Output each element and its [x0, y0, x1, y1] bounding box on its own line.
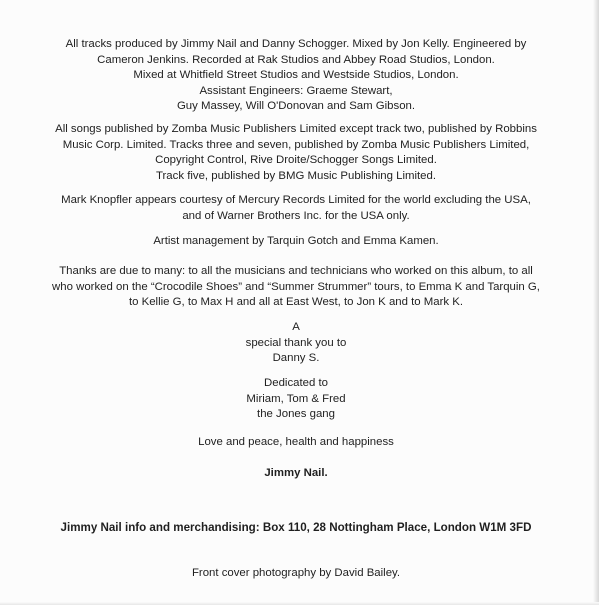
production-line: Assistant Engineers: Graeme Stewart,: [199, 84, 393, 97]
production-credits: [0, 37, 592, 115]
photo-credit-text: Front cover photography by David Bailey.: [191, 567, 401, 579]
production-line: Guy Massey, Will O'Donovan and Sam Gibson.: [176, 100, 416, 112]
signature-text: Jimmy Nail.: [264, 467, 328, 479]
dedication: [0, 376, 592, 423]
courtesy-credits: [0, 193, 592, 224]
dedication-line: Dedicated to: [264, 377, 328, 389]
page-edge-shadow: [593, 0, 599, 605]
dedication-line: Miriam, Tom & Fred: [246, 392, 346, 405]
thanks-line: to Kellie G, to Max H and all at East West, to Jon K and to Mark K.: [128, 296, 464, 308]
special-thanks: [0, 320, 592, 367]
special-thanks-line: special thank you to: [245, 336, 347, 349]
production-line: All tracks produced by Jimmy Nail and Danny Schogger. Mixed by Jon Kelly. Engineered by: [65, 38, 527, 50]
thanks-paragraph: [0, 264, 592, 311]
management-credit: [0, 234, 592, 250]
dedication-line: the Jones gang: [257, 408, 335, 420]
closing-message: [0, 435, 592, 451]
info-merchandising-text: Jimmy Nail info and merchandising: Box 110, 28 Nottingham Place, London W1M 3FD: [60, 521, 532, 534]
closing-line: Love and peace, health and happiness: [198, 436, 394, 448]
publishing-line: All songs published by Zomba Music Publishers Limited except track two, published by Robbins: [55, 123, 537, 135]
management-line: Artist management by Tarquin Gotch and Emma Kamen.: [153, 235, 439, 247]
publishing-line: Track five, published by BMG Music Publishing Limited.: [155, 169, 437, 182]
courtesy-line: and of Warner Brothers Inc. for the USA only.: [182, 209, 410, 222]
special-thanks-line: Danny S.: [272, 352, 320, 364]
publishing-credits: [0, 122, 592, 184]
signature: [0, 466, 592, 482]
photo-credit: [0, 566, 592, 582]
publishing-line: Music Corp. Limited. Tracks three and seven, published by Zomba Music Publishers Limited,: [62, 138, 530, 151]
production-line: Mixed at Whitfield Street Studios and Westside Studios, London.: [133, 69, 459, 81]
production-line: Cameron Jenkins. Recorded at Rak Studios and Abbey Road Studios, London.: [97, 53, 495, 66]
special-thanks-line: A: [292, 321, 300, 333]
courtesy-line: Mark Knopfler appears courtesy of Mercury Records Limited for the world excluding the USA,: [61, 194, 531, 206]
info-merchandising: [0, 520, 592, 536]
thanks-line: Thanks are due to many: to all the musicians and technicians who worked on this album, to all: [59, 265, 533, 277]
publishing-line: Copyright Control, Rive Droite/Schogger Songs Limited.: [155, 154, 437, 166]
thanks-line: who worked on the “Crocodile Shoes” and “Summer Strummer” tours, to Emma K and Tarquin G,: [52, 280, 540, 293]
